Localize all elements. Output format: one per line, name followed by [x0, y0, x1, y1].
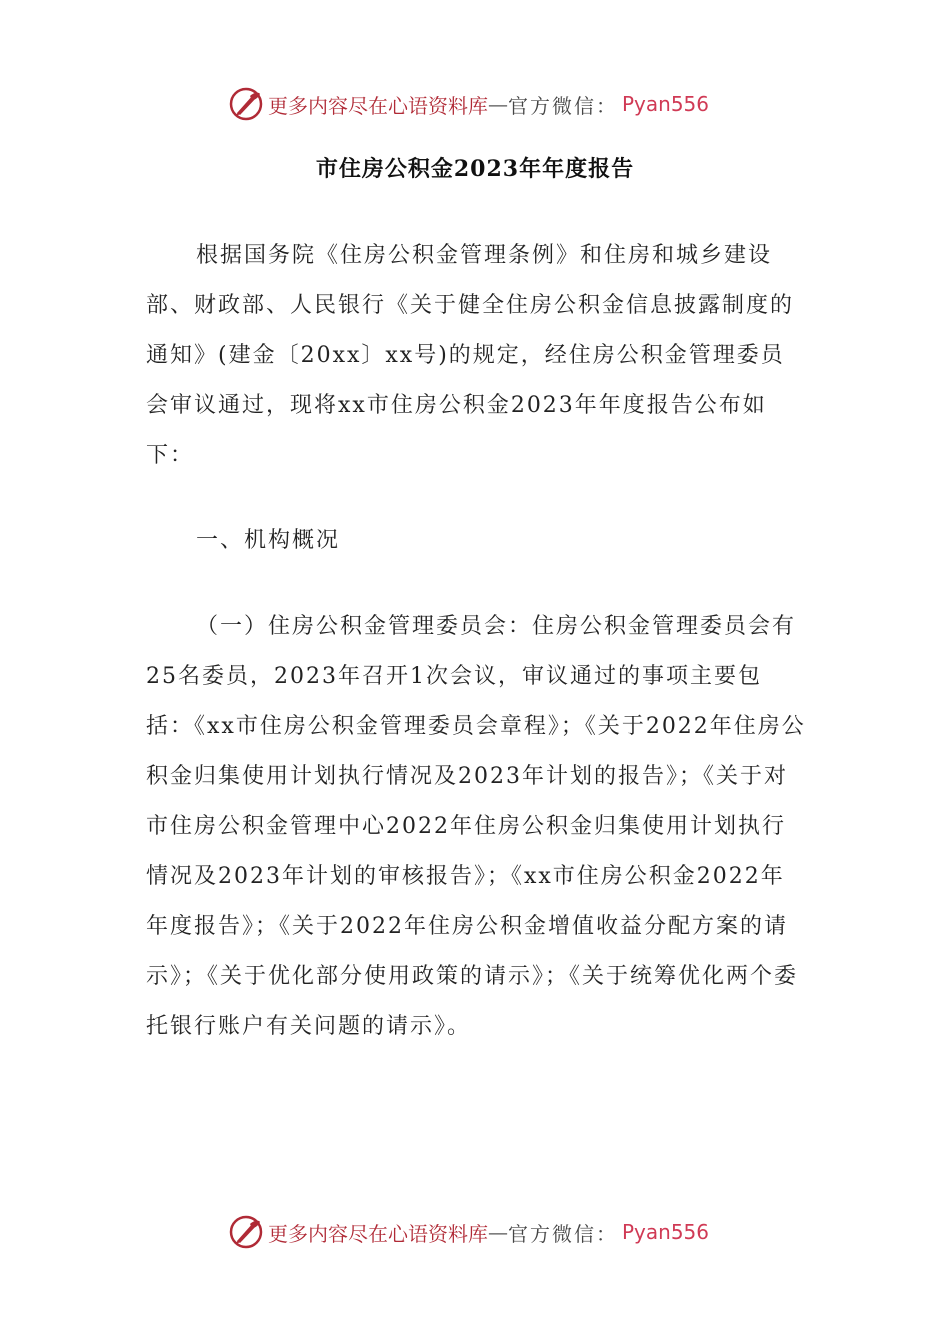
banner-wechat-id: Pyan556 — [622, 92, 710, 116]
document-title: 市住房公积金2023年年度报告 — [315, 156, 635, 182]
banner-wechat-label: 官方微信： — [508, 93, 618, 118]
header-watermark-banner — [228, 84, 709, 124]
banner-separator: — — [488, 92, 508, 116]
quill-logo-icon — [228, 86, 264, 122]
committee-paragraph: （一）住房公积金管理委员会：住房公积金管理委员会有25名委员，2023年召开1次会议，审议通过的事项主要包括：《xx市住房公积金管理委员会章程》；《关于2022年住房公积金归集使用计划执行情况及2023年计划的报告》；《关于对市住房公积金管理中心2022年住房公积金归集使用计划执行情况及2023年计划的审核报告》；《xx市住房公积金2022年年度报告》；《关于2022年住房公积金增值收益分配方案的请示》；《关于优化部分使用政策的请示》；《关于统筹优化两个委托银行账户有关问题的请示》。 — [146, 614, 806, 1039]
intro-paragraph: 根据国务院《住房公积金管理条例》和住房和城乡建设部、财政部、人民银行《关于健全住房公积金信息披露制度的通知》(建金〔20xx〕xx号)的规定，经住房公积金管理委员会审议通过，现将xx市住房公积金2023年年度报告公布如下： — [146, 243, 795, 468]
banner-slogan: 更多内容尽在心语资料库 — [268, 1221, 488, 1246]
footer-watermark-banner — [228, 1212, 709, 1252]
banner-separator: — — [488, 1220, 508, 1244]
banner-slogan: 更多内容尽在心语资料库 — [268, 93, 488, 118]
banner-wechat-label: 官方微信： — [508, 1221, 618, 1246]
banner-wechat-id: Pyan556 — [622, 1220, 710, 1244]
section-heading-organization: 一、机构概况 — [196, 528, 341, 553]
quill-logo-icon — [228, 1214, 264, 1250]
